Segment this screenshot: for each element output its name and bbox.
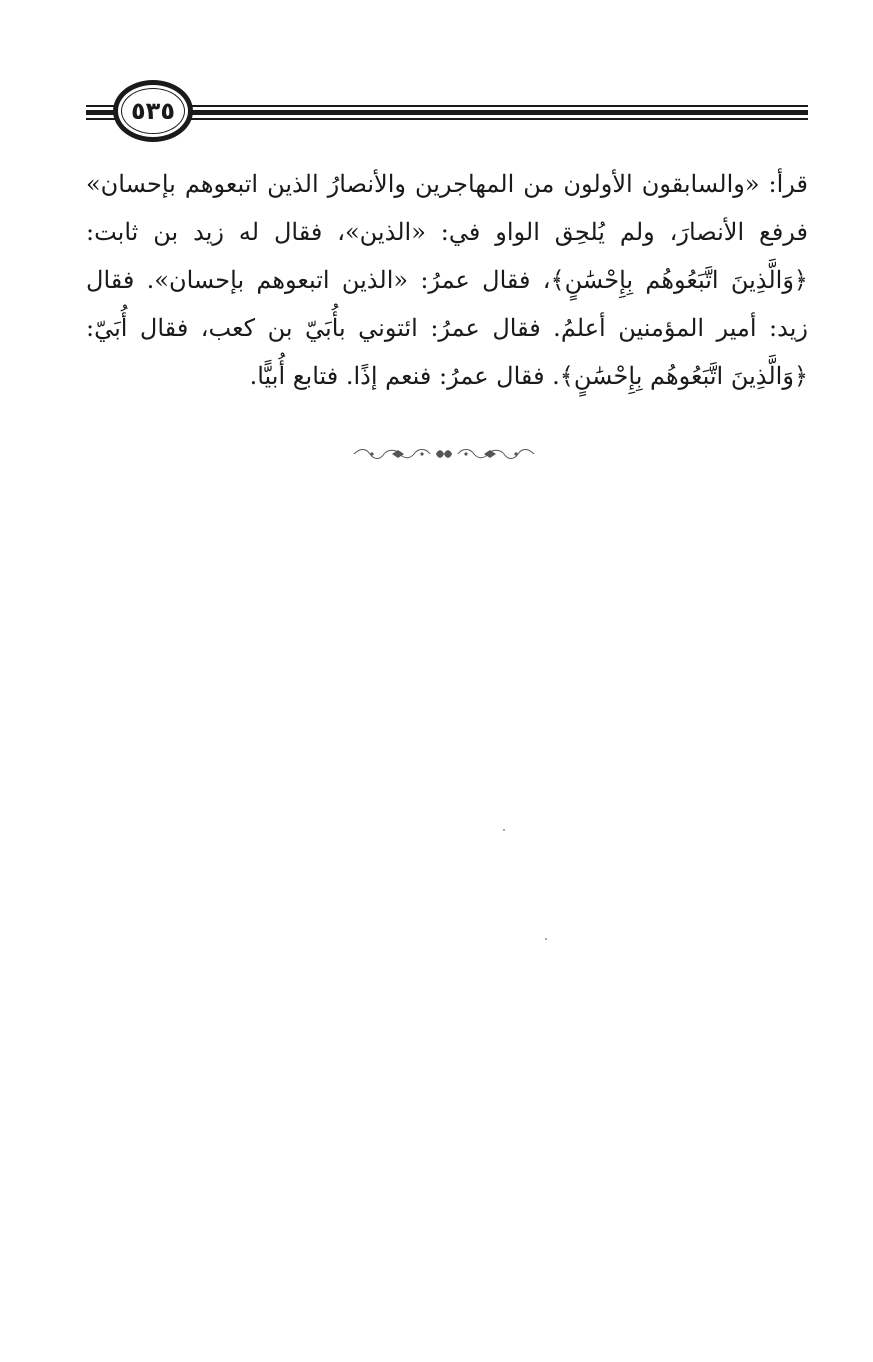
header-rule-thin-bottom (86, 118, 808, 120)
page-number: ٥٣٥ (131, 97, 175, 125)
text-line-4: زيد: أمير المؤمنين أعلمُ. فقال عمرُ: ائتوني بأُبَيّ بن كعب، فقال أُبَيّ: (86, 314, 808, 342)
paper-speck (503, 829, 505, 831)
text-line-2: فرفع الأنصارَ، ولم يُلحِق الواو في: «الذين»، فقال له زيد بن ثابت: (86, 218, 808, 246)
text-line-5: ﴿وَالَّذِينَ اتَّبَعُوهُم بِإِحْسَٰنٍ﴾. فقال عمرُ: فنعم إذًا. فتابع أُبيًّا. (249, 362, 808, 390)
header-rule-thick (86, 110, 808, 115)
text-line-1: قرأ: «والسابقون الأولون من المهاجرين والأنصارُ الذين اتبعوهم بإحسان» (86, 170, 808, 198)
floral-divider-icon (352, 446, 536, 462)
paper-speck (545, 938, 547, 940)
body-text (86, 160, 808, 400)
text-line-3: ﴿وَالَّذِينَ اتَّبَعُوهُم بِإِحْسَٰنٍ﴾، فقال عمرُ: «الذين اتبعوهم بإحسان». فقال (86, 266, 808, 294)
header-rule-thin-top (86, 105, 808, 107)
header-rule (86, 104, 808, 122)
page-number-badge (113, 80, 193, 142)
